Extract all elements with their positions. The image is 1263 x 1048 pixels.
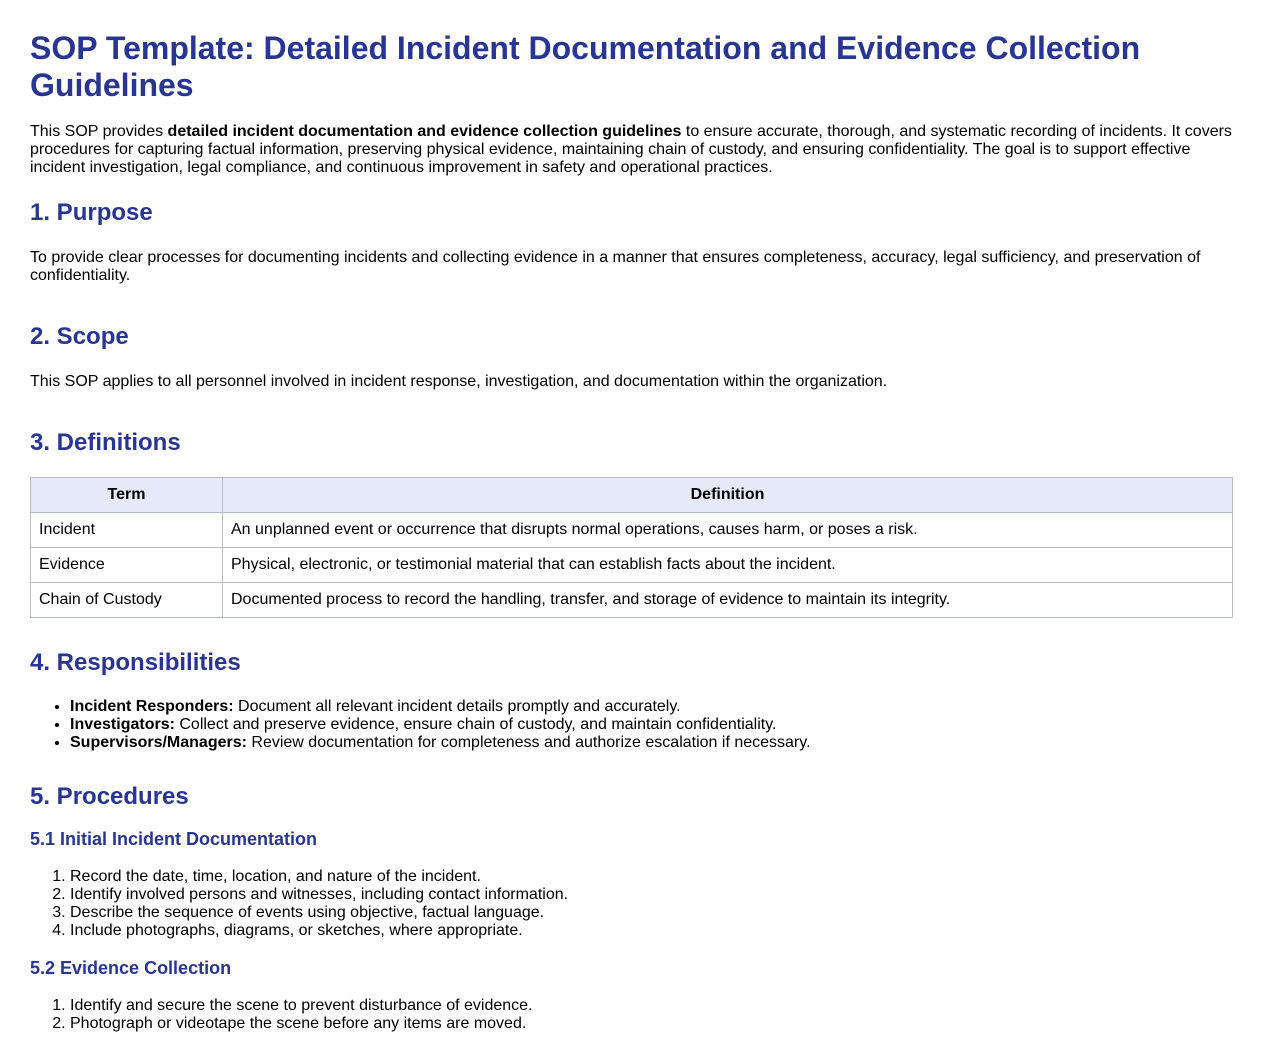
list-item: 2. Identify involved persons and witnesses, including contact information.	[70, 886, 1233, 904]
list-item	[70, 698, 1233, 716]
role-label: Supervisors/Managers:	[70, 734, 247, 751]
evidence-collection-steps	[30, 997, 1233, 1033]
section-heading-purpose: 1. Purpose	[30, 199, 153, 226]
role-description: Collect and preserve evidence, ensure chain of custody, and maintain confidentiality.	[174, 716, 777, 733]
intro-text-end: to ensure accurate, thorough, and systematic recording of incidents. It covers procedures for capturing factual information, preserving physical evidence, maintaining chain of custody, and ensuring confidentiality. The goal is to support effective incident investigation, legal compliance, and continuous improvement in safety and operational practices.	[30, 123, 1232, 176]
term-cell: Evidence	[31, 548, 223, 583]
column-header-definition: Definition	[223, 478, 1233, 513]
role-label: Incident Responders:	[70, 698, 234, 715]
list-item: 1. Identify and secure the scene to prevent disturbance of evidence.	[70, 997, 1233, 1015]
table-row	[31, 583, 1233, 618]
section-heading-scope: 2. Scope	[30, 323, 129, 350]
column-header-term: Term	[31, 478, 223, 513]
term-cell: Incident	[31, 513, 223, 548]
definition-cell: Physical, electronic, or testimonial material that can establish facts about the incident.	[223, 548, 1233, 583]
definitions-table	[30, 477, 1233, 618]
purpose-text: To provide clear processes for documenting incidents and collecting evidence in a manner that ensures completeness, accuracy, legal sufficiency, and preservation of confidentiality.	[30, 249, 1201, 284]
role-description: Review documentation for completeness and authorize escalation if necessary.	[246, 734, 811, 751]
term-cell: Chain of Custody	[31, 583, 223, 618]
role-description: Document all relevant incident details promptly and accurately.	[233, 698, 681, 715]
list-item: 2. Photograph or videotape the scene before any items are moved.	[70, 1015, 1233, 1033]
list-item	[70, 716, 1233, 734]
list-item	[70, 734, 1233, 752]
intro-text-bold: detailed incident documentation and evidence collection guidelines	[167, 123, 682, 140]
list-item: 3. Describe the sequence of events using objective, factual language.	[70, 904, 1233, 922]
section-heading-procedures: 5. Procedures	[30, 783, 189, 810]
definition-cell: An unplanned event or occurrence that disrupts normal operations, causes harm, or poses a risk.	[223, 513, 1233, 548]
subsection-heading-initial-documentation: 5.1 Initial Incident Documentation	[30, 829, 318, 849]
scope-text: This SOP applies to all personnel involved in incident response, investigation, and documentation within the organization.	[30, 373, 888, 390]
table-row	[31, 548, 1233, 583]
table-header-row	[31, 478, 1233, 513]
subsection-heading-evidence-collection: 5.2 Evidence Collection	[30, 958, 232, 978]
sop-document	[0, 30, 1263, 1033]
responsibilities-list	[30, 698, 1233, 752]
intro-text-start: This SOP provides	[30, 123, 168, 140]
intro-paragraph	[30, 123, 1233, 177]
page-title: SOP Template: Detailed Incident Documentation and Evidence Collection Guidelines	[30, 30, 1141, 103]
definition-cell: Documented process to record the handling, transfer, and storage of evidence to maintain its integrity.	[223, 583, 1233, 618]
role-label: Investigators:	[70, 716, 175, 733]
table-row	[31, 513, 1233, 548]
section-heading-responsibilities: 4. Responsibilities	[30, 649, 241, 676]
initial-documentation-steps	[30, 868, 1233, 940]
list-item: 1. Record the date, time, location, and nature of the incident.	[70, 868, 1233, 886]
list-item: 4. Include photographs, diagrams, or sketches, where appropriate.	[70, 922, 1233, 940]
section-heading-definitions: 3. Definitions	[30, 429, 181, 456]
